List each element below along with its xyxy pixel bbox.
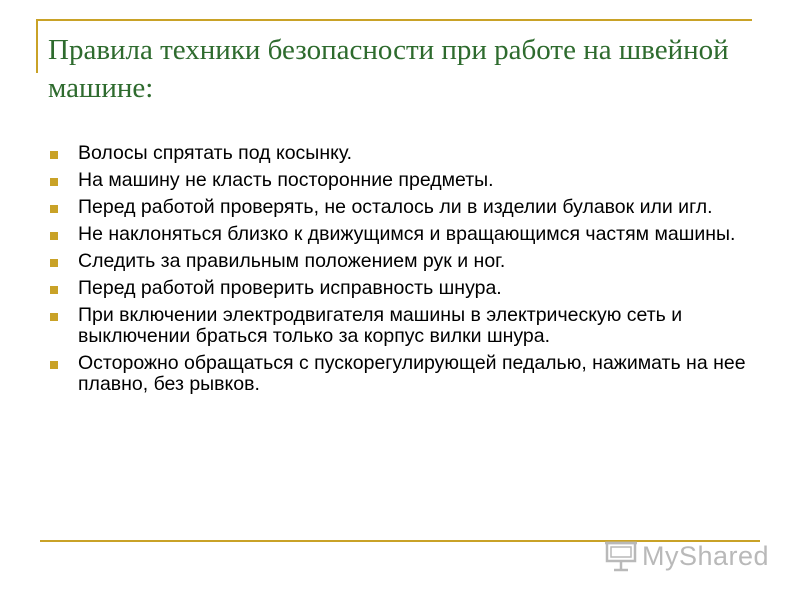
bullet-item [48, 224, 768, 245]
bullet-text: Следить за правильным положением рук и ног. [78, 250, 506, 272]
bullet-text: Не наклоняться близко к движущимся и вращающимся частям машины. [78, 223, 736, 245]
bullet-item [48, 197, 768, 218]
bullet-text: Волосы спрятать под косынку. [78, 142, 353, 164]
left-divider [36, 19, 38, 73]
square-bullet-icon [50, 232, 58, 240]
bullet-item [48, 170, 768, 191]
bullet-text: Перед работой проверять, не осталось ли в изделии булавок или игл. [78, 196, 713, 218]
bullet-text: Перед работой проверить исправность шнура. [78, 277, 502, 299]
presentation-board-icon [604, 539, 638, 573]
bullet-text: Осторожно обращаться с пускорегулирующей педалью, нажимать на нее плавно, без рывков. [78, 352, 746, 395]
slide-title: Правила техники безопасности при работе на швейной машине: [48, 34, 729, 104]
square-bullet-icon [50, 178, 58, 186]
bullet-item [48, 143, 768, 164]
square-bullet-icon [50, 151, 58, 159]
square-bullet-icon [50, 361, 58, 369]
bullet-item [48, 278, 768, 299]
bullet-list [48, 143, 768, 401]
bullet-item [48, 353, 768, 395]
square-bullet-icon [50, 313, 58, 321]
bullet-item [48, 251, 768, 272]
bullet-text: При включении электродвигателя машины в электрическую сеть и выключении браться только за корпус вилки шнура. [78, 304, 683, 347]
top-divider [36, 19, 752, 21]
bullet-item [48, 305, 768, 347]
square-bullet-icon [50, 259, 58, 267]
myshared-logo[interactable] [604, 538, 769, 574]
logo-text: MyShared [642, 540, 770, 571]
square-bullet-icon [50, 205, 58, 213]
bullet-text: На машину не класть посторонние предметы. [78, 169, 494, 191]
square-bullet-icon [50, 286, 58, 294]
